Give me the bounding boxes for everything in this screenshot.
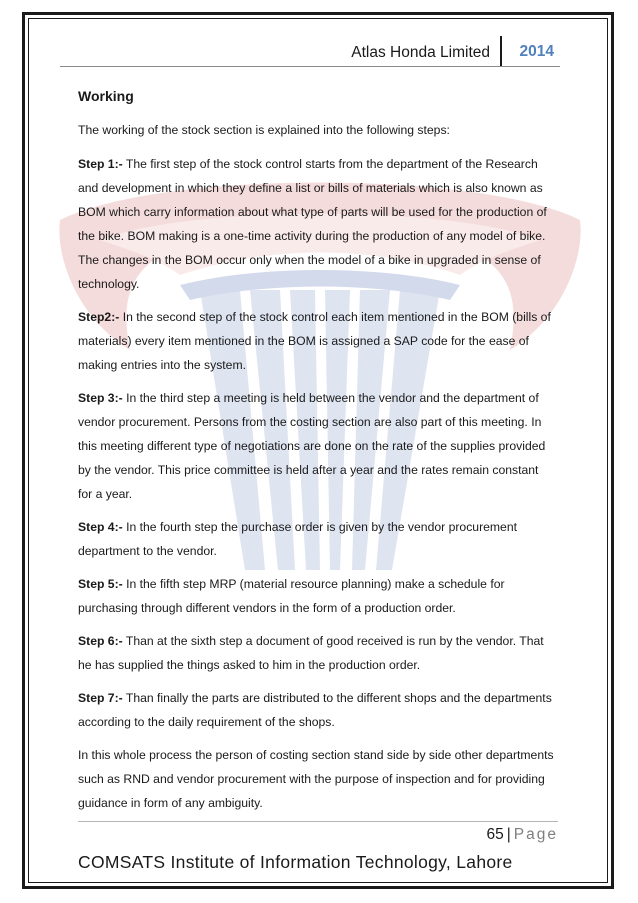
page-label: Page [513, 826, 558, 843]
step-label: Step 3:- [78, 391, 123, 405]
step-text: In the fourth step the purchase order is given by the vendor procurement department to the vendor. [78, 520, 517, 558]
step-paragraph [78, 152, 556, 296]
closing-paragraph: In this whole process the person of costing section stand side by side other departments such as RND and vendor procurement with the purpose of inspection and for providing guidance in form of any ambiguity. [78, 748, 554, 810]
step-paragraph [78, 386, 556, 506]
step-paragraph [78, 515, 556, 563]
step-paragraph [78, 629, 556, 677]
intro-paragraph: The working of the stock section is explained into the following steps: [78, 123, 450, 137]
page-number [487, 826, 558, 844]
header-year: 2014 [519, 43, 554, 60]
step-text: Than finally the parts are distributed to the different shops and the departments according to the daily requirement of the shops. [78, 691, 552, 729]
page-header [60, 36, 560, 66]
header-rule [60, 66, 560, 67]
step-text: Than at the sixth step a document of good received is run by the vendor. That he has supplied the things asked to him in the production order. [78, 634, 544, 672]
step-label: Step 6:- [78, 634, 123, 648]
step-text: In the fifth step MRP (material resource planning) make a schedule for purchasing through different vendors in the form of a production order. [78, 577, 505, 615]
step-label: Step 1:- [78, 157, 123, 171]
step-paragraph [78, 572, 556, 620]
step-label: Step 7:- [78, 691, 123, 705]
section-heading: Working [78, 88, 134, 104]
footer-institution: COMSATS Institute of Information Technology, Lahore [78, 852, 513, 872]
step-label: Step 5:- [78, 577, 123, 591]
step-text: In the third step a meeting is held between the vendor and the department of vendor procurement. Persons from the costing section are also part of this meeting. In this meeting different type of negotiations are done on the rate of the supplies provided by the vendor. This price committee is held after a year and the rates remain constant for a year. [78, 391, 546, 501]
header-divider [500, 36, 502, 66]
step-paragraph [78, 686, 556, 734]
step-text: The first step of the stock control starts from the department of the Research and development in which they define a list or bills of materials which is also known as BOM which carry information about what type of parts will be used for the production of the bike. BOM making is a one-time activity during the production of any model of bike. The changes in the BOM occur only when the model of a bike in upgraded in sense of technology. [78, 157, 547, 291]
footer-rule [78, 821, 558, 822]
step-label: Step 4:- [78, 520, 123, 534]
page-number-value: 65 [486, 826, 504, 843]
step-text: In the second step of the stock control each item mentioned in the BOM (bills of materials) every item mentioned in the BOM is assigned a SAP code for the ease of making entries into the system. [78, 310, 551, 372]
page-number-separator: | [506, 826, 511, 843]
header-company-name: Atlas Honda Limited [351, 44, 490, 61]
step-paragraph [78, 305, 556, 377]
step-label: Step2:- [78, 310, 120, 324]
document-body [78, 88, 556, 824]
